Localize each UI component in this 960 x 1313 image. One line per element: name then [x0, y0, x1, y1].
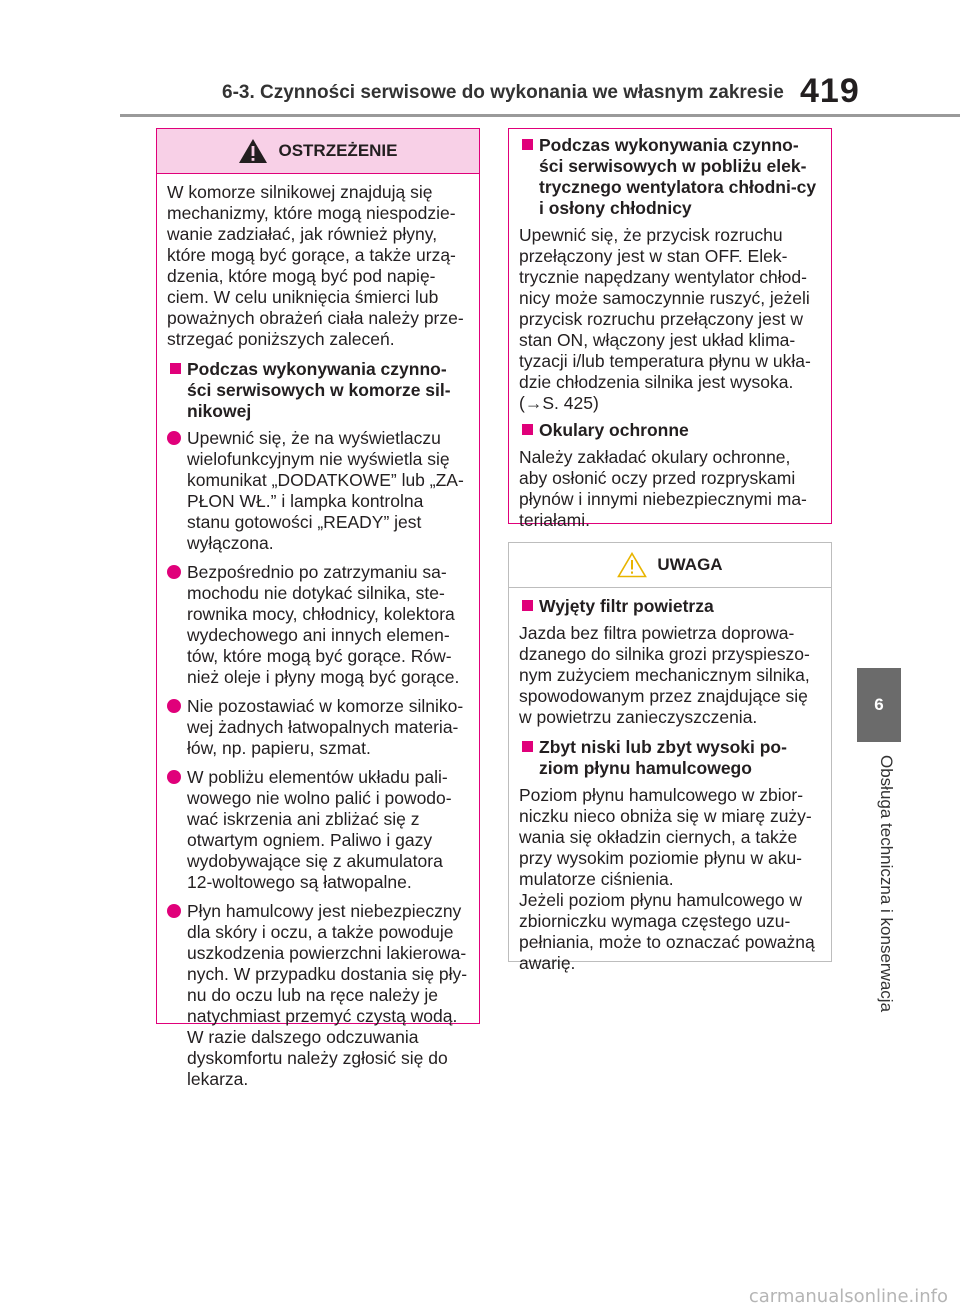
- footer-watermark: carmanualsonline.info: [748, 1286, 948, 1307]
- goggles-section-title: [519, 420, 821, 441]
- filter-section-text: Jazda bez filtra powietrza doprowa-dzanego do silnika grozi przyspieszo-nym zużyciem mechanicznym silnika, spowodowanym przez znajdujące się w powietrzu zanieczyszczenia.: [519, 623, 810, 727]
- section-square-icon: [522, 424, 533, 435]
- warning-bullet-text: W pobliżu elementów układu pali-wowego nie wolno palić i powodo-wać iskrzenia ani zbliżać się z otwartym ogniem. Paliwo i gazy wydobywające się z akumulatora 12-woltowego są łatwopalne.: [187, 767, 452, 892]
- section-square-icon: [522, 139, 533, 150]
- chapter-tab[interactable]: [857, 668, 901, 742]
- warning-bullet-text: Płyn hamulcowy jest niebezpieczny dla skóry i oczu, a także powoduje uszkodzenia powierzchni lakierowa-nych. W przypadku dostania się pły-nu do oczu lub na ręce należy je natychmiast przemyć czystą wodą. W razie dalszego odczuwania dyskomfortu należy zgłosić się do lekarza.: [187, 901, 468, 1089]
- warning-bullet: [167, 428, 469, 554]
- brake-fluid-text-1: Poziom płynu hamulcowego w zbior-niczku nieco obniża się w miarę zuży-wania się okładzin ciernych, a także przy wysokim poziomie płynu w aku-mulatorze ciśnienia.: [519, 785, 812, 889]
- warning-bullet: [167, 696, 469, 759]
- notice-box-title: UWAGA: [657, 555, 723, 574]
- fan-section-text: Upewnić się, że przycisk rozruchu przełączony jest w stan OFF. Elek-trycznie napędzany wentylator chłod-nicy może samoczynnie ruszyć, jeżeli przycisk rozruchu przełączony jest w stan ON, włączony jest układ klima-tyzacji i/lub temperatura płynu w ukła-dzie chłodzenia silnika jest wysoka. (→S. 425): [519, 225, 811, 413]
- brake-fluid-section-title: [519, 737, 821, 779]
- warning-box-title: OSTRZEŻENIE: [278, 141, 398, 160]
- section-square-icon: [170, 363, 181, 374]
- warning-bullet-text: Nie pozostawiać w komorze silniko-wej żadnych łatwopalnych materia-łów, np. papieru, szmat.: [187, 696, 464, 758]
- caution-triangle-icon: [617, 552, 647, 578]
- filter-section-title-text: Wyjęty filtr powietrza: [539, 596, 714, 616]
- goggles-section-text: Należy zakładać okulary ochronne, aby osłonić oczy przed rozpryskami płynów i innymi niebezpiecznymi ma-teriałami.: [519, 447, 807, 530]
- warning-triangle-icon: [238, 138, 268, 164]
- page-header-title: 6-3. Czynności serwisowe do wykonania we własnym zakresie: [222, 82, 784, 103]
- filter-section-title: [519, 596, 821, 617]
- brake-fluid-section-text: [519, 785, 821, 974]
- warning-cont-content: [509, 129, 831, 550]
- chapter-tab-label: Obsługa techniczna i konserwacja: [877, 755, 896, 1013]
- page-number: 419: [800, 72, 860, 110]
- warning-section-title-text: Podczas wykonywania czynno-ści serwisowych w komorze sil-nikowej: [187, 359, 451, 421]
- bullet-dot-icon: [167, 699, 181, 713]
- notice-box: [508, 542, 832, 973]
- fan-section-title: [519, 135, 821, 219]
- warning-bullet: [167, 901, 469, 1090]
- warning-section-title: [167, 359, 469, 422]
- arrow-right-icon: →: [524, 393, 543, 413]
- section-square-icon: [522, 741, 533, 752]
- bullet-dot-icon: [167, 431, 181, 445]
- warning-box-continued: [508, 128, 832, 530]
- notice-box-content: [509, 588, 831, 984]
- header-divider: [120, 114, 960, 117]
- chapter-tab-number: 6: [874, 695, 884, 714]
- warning-bullet: [167, 767, 469, 893]
- brake-fluid-section-title-text: Zbyt niski lub zbyt wysoki po-ziom płynu hamulcowego: [539, 737, 787, 778]
- notice-box-header: [509, 543, 831, 588]
- bullet-dot-icon: [167, 770, 181, 784]
- fan-section-body: Upewnić się, że przycisk rozruchu przełączony jest w stan OFF. Elek-trycznie napędzany wentylator chłod-nicy może samoczynnie ruszyć, jeżeli przycisk rozruchu przełączony jest w stan ON, włączony jest układ klima-tyzacji i/lub temperatura płynu w ukła-dzie chłodzenia silnika jest wysoka.: [519, 225, 811, 392]
- warning-box-content: [157, 174, 479, 1108]
- warning-bullet-text: Bezpośrednio po zatrzymaniu sa-mochodu nie dotykać silnika, ste-rownika mocy, chłodnicy, kolektora wydechowego ani innych elemen-tów, które mogą być gorące. Rów-nież oleje i płyny mogą być gorące.: [187, 562, 460, 687]
- warning-intro: W komorze silnikowej znajdują się mechanizmy, które mogą niespodzie-wanie zadziałać, jak również płyny, które mogą być gorące, a także urzą-dzenia, które mogą być pod napię-ciem. W celu uniknięcia śmierci lub poważnych obrażeń ciała należy prze-strzegać poniższych zaleceń.: [167, 182, 464, 349]
- warning-bullet-text: Upewnić się, że na wyświetlaczu wielofunkcyjnym nie wyświetla się komunikat „DODATKOWE” lub „ZA-PŁON WŁ.” i lampka kontrolna stanu gotowości „READY” jest wyłączona.: [187, 428, 464, 553]
- bullet-dot-icon: [167, 565, 181, 579]
- page-reference-link[interactable]: S. 425: [542, 393, 593, 413]
- fan-section-title-text: Podczas wykonywania czynno-ści serwisowych w pobliżu elek-trycznego wentylatora chłodni-cy i osłony chłodnicy: [539, 135, 817, 218]
- section-square-icon: [522, 600, 533, 611]
- warning-box-header: [157, 129, 479, 174]
- warning-bullet: [167, 562, 469, 688]
- warning-box: [156, 128, 480, 1089]
- bullet-dot-icon: [167, 904, 181, 918]
- brake-fluid-text-2: Jeżeli poziom płynu hamulcowego w zbiorniczku wymaga częstego uzu-pełniania, może to oznaczać poważną awarię.: [519, 890, 815, 973]
- goggles-section-title-text: Okulary ochronne: [539, 420, 689, 440]
